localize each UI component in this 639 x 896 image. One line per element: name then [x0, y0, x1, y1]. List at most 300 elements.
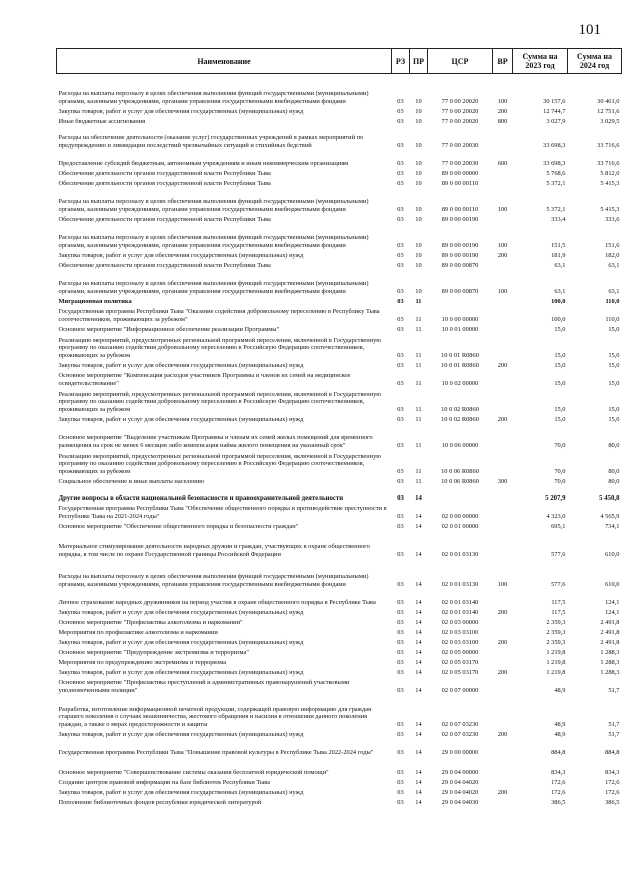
cell-pr: 14	[415, 720, 422, 728]
cell-vr: 200	[497, 251, 508, 259]
cell-vr	[493, 678, 513, 696]
cell-pr: 11	[415, 297, 422, 305]
cell-name: Закупка товаров, работ и услуг для обеспечения государственных (муниципальных) нужд	[58, 251, 304, 259]
cell-rz: 03	[397, 618, 404, 626]
cell-rz: 03	[397, 315, 404, 323]
table-row	[57, 74, 622, 107]
cell-rz: 03	[397, 287, 404, 295]
cell-name: Создание центров правовой информации на базе библиотек Республики Тыва	[58, 778, 271, 786]
cell-sum-2024: 610,0	[605, 550, 620, 558]
table-row	[57, 189, 622, 215]
table-row	[57, 415, 622, 425]
cell-pr: 10	[415, 97, 422, 105]
cell-rz: 03	[397, 648, 404, 656]
cell-vr	[493, 127, 513, 151]
cell-pr: 14	[415, 648, 422, 656]
cell-vr: 200	[497, 608, 508, 616]
cell-rz: 03	[397, 415, 404, 423]
cell-sum-2024: 80,0	[608, 441, 620, 449]
cell-sum-2023: 70,0	[554, 467, 566, 475]
cell-vr	[493, 389, 513, 415]
cell-sum-2023: 3 027,9	[546, 117, 566, 125]
cell-pr: 11	[415, 441, 422, 449]
cell-sum-2024: 734,1	[605, 522, 620, 530]
table-row	[57, 271, 622, 297]
cell-sum-2023: 12 744,7	[543, 107, 566, 115]
cell-sum-2023: 172,6	[551, 778, 566, 786]
cell-pr: 14	[415, 628, 422, 636]
cell-sum-2023: 15,0	[554, 361, 566, 369]
cell-rz: 03	[397, 638, 404, 646]
page-number: 101	[578, 22, 601, 38]
cell-sum-2024: 333,6	[605, 215, 620, 223]
cell-sum-2023: 172,6	[551, 788, 566, 796]
cell-vr	[493, 798, 513, 808]
cell-vr: 100	[497, 205, 508, 213]
cell-sum-2024: 172,6	[605, 778, 620, 786]
table-row	[57, 487, 622, 504]
cell-rz: 03	[397, 798, 404, 806]
cell-csr: 10 0 06 00000	[441, 441, 479, 449]
cell-name: Закупка товаров, работ и услуг для обеспечения государственных (муниципальных) нужд	[58, 107, 304, 115]
cell-pr: 14	[415, 686, 422, 694]
cell-rz: 03	[397, 686, 404, 694]
cell-sum-2024: 151,6	[605, 241, 620, 249]
cell-name: Обеспечение деятельности органов государственной власти Республики Тыва	[58, 179, 271, 187]
cell-csr: 77 0 00 20020	[441, 117, 479, 125]
header-csr: ЦСР	[428, 49, 493, 74]
cell-pr: 14	[415, 638, 422, 646]
cell-csr: 02 0 03 00000	[441, 618, 479, 626]
cell-csr: 02 0 03 03100	[441, 638, 479, 646]
cell-csr: 02 0 05 00000	[441, 648, 479, 656]
cell-pr: 14	[415, 730, 422, 738]
cell-sum-2024: 5 415,3	[600, 179, 620, 187]
cell-csr: 10 0 01 00000	[441, 325, 479, 333]
cell-vr: 200	[497, 415, 508, 423]
cell-sum-2024: 30 461,0	[597, 97, 620, 105]
cell-pr: 10	[415, 241, 422, 249]
cell-csr: 89 0 00 00190	[441, 241, 479, 249]
cell-pr: 11	[415, 361, 422, 369]
table-row	[57, 778, 622, 788]
cell-sum-2024: 15,0	[608, 379, 620, 387]
table-row	[57, 798, 622, 808]
table-row	[57, 325, 622, 335]
table-row	[57, 678, 622, 696]
cell-sum-2024: 834,3	[605, 768, 620, 776]
cell-rz: 03	[397, 467, 404, 475]
cell-sum-2024: 2 491,8	[600, 628, 620, 636]
cell-csr: 89 0 00 00000	[441, 169, 479, 177]
cell-rz: 03	[397, 477, 404, 485]
cell-sum-2024: 2 491,8	[600, 618, 620, 626]
cell-csr: 29 0 04 04030	[441, 798, 479, 806]
cell-sum-2024: 63,1	[608, 287, 620, 295]
cell-sum-2024: 15,0	[608, 361, 620, 369]
cell-name: Другие вопросы в области национальной безопасности и правоохранительной деятельности	[58, 494, 344, 502]
cell-sum-2023: 1 219,8	[546, 668, 566, 676]
cell-name: Социальное обеспечение и иные выплаты населению	[58, 477, 205, 485]
cell-csr: 89 0 00 00110	[441, 205, 479, 213]
cell-sum-2023: 386,5	[551, 798, 566, 806]
cell-pr: 14	[415, 658, 422, 666]
cell-sum-2023: 1 219,8	[546, 648, 566, 656]
cell-sum-2023: 834,3	[551, 768, 566, 776]
cell-csr: 02 0 01 00000	[441, 522, 479, 530]
cell-pr: 11	[415, 351, 422, 359]
cell-vr	[493, 648, 513, 658]
cell-name: Закупка товаров, работ и услуг для обеспечения государственных (муниципальных) нужд	[58, 788, 304, 796]
cell-csr: 02 0 05 03170	[441, 658, 479, 666]
cell-vr	[493, 522, 513, 532]
cell-sum-2023: 333,4	[551, 215, 566, 223]
cell-sum-2023: 1 219,8	[546, 658, 566, 666]
cell-vr	[493, 425, 513, 451]
cell-sum-2023: 2 359,3	[546, 638, 566, 646]
cell-vr	[493, 504, 513, 522]
cell-name: Расходы на обеспечение деятельности (оказание услуг) государственных учреждений в рамках мероприятий по предупреждению и ликвидации последствий чрезвычайных ситуаций и стихийных бедствий	[58, 134, 364, 149]
table-row	[57, 127, 622, 151]
cell-pr: 14	[415, 788, 422, 796]
cell-vr	[493, 169, 513, 179]
cell-sum-2024: 33 716,6	[597, 159, 620, 167]
table-row	[57, 169, 622, 179]
cell-sum-2023: 5 207,9	[545, 494, 566, 502]
table-row	[57, 696, 622, 730]
cell-rz: 03	[397, 325, 404, 333]
cell-rz: 03	[397, 241, 404, 249]
cell-vr: 100	[497, 241, 508, 249]
cell-name: Личное страхование народных дружинников на период участия в охране общественного порядка в Республике Тыва	[58, 598, 376, 606]
cell-name: Основное мероприятие "Совершенствование системы оказания бесплатной юридической помощи"	[58, 768, 329, 776]
table-row	[57, 532, 622, 560]
cell-sum-2023: 48,9	[554, 686, 566, 694]
cell-rz: 03	[397, 141, 404, 149]
cell-csr: 02 0 07 03230	[441, 730, 479, 738]
cell-vr	[493, 487, 513, 504]
cell-name: Обеспечение деятельности органов государственной власти Республики Тыва	[58, 169, 271, 177]
cell-name: Мероприятия по предупреждению экстремизма и терроризма	[58, 658, 227, 666]
cell-name: Мероприятия по профилактике алкоголизма и наркомании	[58, 628, 218, 636]
cell-sum-2023: 30 157,6	[543, 97, 566, 105]
cell-sum-2023: 181,9	[551, 251, 566, 259]
cell-csr: 10 0 01 R0860	[441, 361, 479, 369]
cell-sum-2024: 80,0	[608, 467, 620, 475]
cell-csr: 29 0 04 04020	[441, 788, 479, 796]
table-row	[57, 297, 622, 307]
cell-csr: 29 0 00 00000	[441, 748, 479, 756]
cell-sum-2024: 5 812,0	[600, 169, 620, 177]
table-row	[57, 107, 622, 117]
table-row	[57, 788, 622, 798]
cell-sum-2023: 15,0	[554, 379, 566, 387]
cell-sum-2023: 5 372,1	[546, 205, 566, 213]
cell-csr: 10 0 06 R0860	[441, 467, 479, 475]
cell-csr: 89 0 00 00190	[441, 251, 479, 259]
cell-rz: 03	[397, 628, 404, 636]
cell-csr	[428, 487, 493, 504]
table-row	[57, 215, 622, 225]
table-row	[57, 628, 622, 638]
table-row	[57, 668, 622, 678]
cell-name: Иные бюджетные ассигнования	[58, 117, 146, 125]
cell-sum-2024: 124,1	[605, 598, 620, 606]
cell-sum-2024: 63,1	[608, 261, 620, 269]
cell-name: Основное мероприятие "Информационное обеспечение реализации Программы"	[58, 325, 280, 333]
cell-vr: 600	[497, 159, 508, 167]
cell-rz: 03	[397, 351, 404, 359]
cell-pr: 14	[415, 668, 422, 676]
cell-sum-2024: 5 450,8	[599, 494, 620, 502]
cell-pr: 14	[415, 512, 422, 520]
cell-sum-2023: 151,5	[551, 241, 566, 249]
table-row	[57, 261, 622, 271]
cell-name: Основное мероприятие "Профилактика преступлений и административных правонарушений участковыми уполномоченными полиции"	[58, 679, 350, 694]
cell-sum-2024: 172,6	[605, 788, 620, 796]
table-row	[57, 335, 622, 361]
cell-name: Закупка товаров, работ и услуг для обеспечения государственных (муниципальных) нужд	[58, 638, 304, 646]
cell-sum-2024: 51,7	[608, 720, 620, 728]
cell-csr: 77 0 00 20020	[441, 107, 479, 115]
cell-name: Основное мероприятие "Компенсация расходов участников Программы и членов их семей на медицинское освидетельствование"	[58, 372, 351, 387]
cell-sum-2023: 70,0	[554, 477, 566, 485]
cell-pr: 10	[415, 117, 422, 125]
cell-name: Обеспечение деятельности органов государственной власти Республики Тыва	[58, 261, 271, 269]
cell-csr: 10 0 06 R0860	[441, 477, 479, 485]
table-row	[57, 371, 622, 389]
cell-csr: 10 0 02 00000	[441, 379, 479, 387]
cell-name: Реализацию мероприятий, предусмотренных региональной программой переселения, включенной в Государственную программу по оказанию содействия добровольному переселению в Российскую Федерацию соотечественников, проживающих за рубежом	[58, 390, 382, 413]
cell-pr: 10	[415, 179, 422, 187]
cell-vr: 100	[497, 287, 508, 295]
table-row	[57, 307, 622, 325]
cell-pr: 10	[415, 287, 422, 295]
table-row	[57, 618, 622, 628]
table-row	[57, 608, 622, 618]
cell-sum-2024: 51,7	[608, 686, 620, 694]
cell-name: Миграционная политика	[58, 297, 132, 305]
cell-sum-2023: 15,0	[554, 415, 566, 423]
cell-csr: 02 0 01 03130	[441, 550, 479, 558]
cell-sum-2023: 63,1	[554, 287, 566, 295]
cell-pr: 10	[415, 159, 422, 167]
cell-vr	[493, 618, 513, 628]
table-row	[57, 504, 622, 522]
cell-vr	[493, 335, 513, 361]
cell-name: Закупка товаров, работ и услуг для обеспечения государственных (муниципальных) нужд	[58, 668, 304, 676]
table-row	[57, 590, 622, 608]
cell-vr	[493, 740, 513, 758]
cell-sum-2023: 63,1	[554, 261, 566, 269]
cell-csr: 10 0 00 00000	[441, 315, 479, 323]
cell-sum-2024: 884,8	[605, 748, 620, 756]
table-row	[57, 425, 622, 451]
cell-sum-2023: 100,0	[551, 297, 566, 305]
table-row	[57, 740, 622, 758]
cell-csr: 89 0 00 00190	[441, 215, 479, 223]
cell-csr: 10 0 02 R0860	[441, 405, 479, 413]
cell-rz: 03	[397, 361, 404, 369]
cell-sum-2024: 1 288,3	[600, 658, 620, 666]
cell-vr	[493, 325, 513, 335]
cell-vr	[493, 590, 513, 608]
cell-name: Реализацию мероприятий, предусмотренных региональной программой переселения, включенной в Государственную программу по оказанию содействия добровольному переселению в Российскую Федерацию соотечественников, проживающих за рубежом	[58, 336, 382, 359]
cell-sum-2024: 15,0	[608, 405, 620, 413]
cell-vr	[493, 696, 513, 730]
cell-csr: 02 0 05 03170	[441, 668, 479, 676]
cell-pr: 11	[415, 477, 422, 485]
cell-name: Обеспечение деятельности органов государственной власти Республики Тыва	[58, 215, 271, 223]
cell-rz: 03	[397, 512, 404, 520]
cell-rz: 03	[397, 159, 404, 167]
cell-sum-2024: 12 751,6	[597, 107, 620, 115]
cell-csr: 10 0 02 R0860	[441, 415, 479, 423]
header-sum-2023: Сумма на 2023 год	[513, 49, 568, 74]
header-sum-2024: Сумма на 2024 год	[568, 49, 622, 74]
cell-name: Закупка товаров, работ и услуг для обеспечения государственных (муниципальных) нужд	[58, 415, 304, 423]
cell-rz: 03	[397, 720, 404, 728]
cell-rz: 03	[397, 169, 404, 177]
cell-pr: 14	[415, 608, 422, 616]
cell-sum-2024: 80,0	[608, 477, 620, 485]
cell-name: Расходы на выплаты персоналу в целях обеспечения выполнения функций государственными (муниципальными) органами, казенными учреждениями, органами управления государственными внебюджетными фондами	[58, 280, 369, 295]
cell-sum-2023: 100,0	[551, 315, 566, 323]
cell-rz: 03	[397, 494, 404, 502]
cell-sum-2024: 15,0	[608, 415, 620, 423]
header-name: Наименование	[57, 49, 392, 74]
cell-rz: 03	[397, 405, 404, 413]
cell-rz: 03	[397, 251, 404, 259]
cell-pr: 11	[415, 315, 422, 323]
table-row	[57, 658, 622, 668]
cell-sum-2024: 51,7	[608, 730, 620, 738]
cell-sum-2024: 3 029,5	[600, 117, 620, 125]
cell-sum-2024: 1 288,3	[600, 668, 620, 676]
cell-sum-2023: 15,0	[554, 351, 566, 359]
cell-rz: 03	[397, 550, 404, 558]
cell-sum-2024: 5 415,3	[600, 205, 620, 213]
cell-name: Расходы на выплаты персоналу в целях обеспечения выполнения функций государственными (муниципальными) органами, казенными учреждениями, органами управления государственными внебюджетными фондами	[58, 573, 369, 588]
table-row	[57, 522, 622, 532]
cell-pr: 10	[415, 261, 422, 269]
cell-vr: 800	[497, 117, 508, 125]
cell-csr: 29 0 04 04020	[441, 778, 479, 786]
cell-pr: 11	[415, 325, 422, 333]
table-row	[57, 451, 622, 477]
cell-rz: 03	[397, 179, 404, 187]
cell-sum-2023: 884,8	[551, 748, 566, 756]
cell-name: Расходы на выплаты персоналу в целях обеспечения выполнения функций государственными (муниципальными) органами, казенными учреждениями, органами управления государственными внебюджетными фондами	[58, 198, 369, 213]
cell-pr: 11	[415, 415, 422, 423]
cell-rz: 03	[397, 658, 404, 666]
cell-sum-2023: 15,0	[554, 405, 566, 413]
cell-sum-2023: 48,9	[554, 720, 566, 728]
header-pr: ПР	[410, 49, 428, 74]
cell-sum-2023: 48,9	[554, 730, 566, 738]
cell-sum-2023: 695,1	[551, 522, 566, 530]
cell-vr	[493, 658, 513, 668]
cell-vr: 200	[497, 730, 508, 738]
cell-name: Расходы на выплаты персоналу в целях обеспечения выполнения функций государственными (муниципальными) органами, казенными учреждениями, органами управления государственными внебюджетными фондами	[58, 234, 369, 249]
cell-csr: 77 0 00 20030	[441, 141, 479, 149]
cell-sum-2024: 1 288,3	[600, 648, 620, 656]
cell-sum-2024: 4 565,9	[600, 512, 620, 520]
cell-csr: 77 0 00 20030	[441, 159, 479, 167]
cell-csr: 89 0 00 00870	[441, 287, 479, 295]
cell-name: Предоставление субсидий бюджетным, автономным учреждениям и иным некоммерческим организациям	[58, 159, 349, 167]
cell-rz: 03	[397, 778, 404, 786]
cell-sum-2024: 386,5	[605, 798, 620, 806]
cell-sum-2023: 117,5	[551, 598, 566, 606]
cell-name: Государственная программа Республики Тыва "Оказание содействия добровольному переселению в Республику Тыва соотечественников, проживающих за рубежом"	[58, 308, 380, 323]
cell-sum-2023: 577,6	[551, 550, 566, 558]
table-row	[57, 638, 622, 648]
cell-vr	[493, 778, 513, 788]
cell-csr: 02 0 01 03140	[441, 608, 479, 616]
cell-pr: 14	[415, 618, 422, 626]
table-body	[57, 74, 622, 808]
cell-csr: 89 0 00 00870	[441, 261, 479, 269]
cell-rz: 03	[397, 598, 404, 606]
cell-sum-2023: 5 372,1	[546, 179, 566, 187]
table-row	[57, 179, 622, 189]
table-row	[57, 117, 622, 127]
cell-rz: 03	[397, 768, 404, 776]
cell-name: Основное мероприятие "Профилактика алкоголизма и наркомании"	[58, 618, 243, 626]
table-row	[57, 251, 622, 261]
cell-pr: 14	[415, 598, 422, 606]
header-vr: ВР	[493, 49, 513, 74]
cell-sum-2024: 110,0	[605, 297, 620, 305]
cell-csr: 29 0 04 00000	[441, 768, 479, 776]
cell-sum-2024: 15,0	[608, 325, 620, 333]
cell-vr: 100	[497, 580, 508, 588]
cell-pr: 10	[415, 215, 422, 223]
cell-sum-2024: 15,0	[608, 351, 620, 359]
cell-vr	[493, 628, 513, 638]
cell-vr: 200	[497, 638, 508, 646]
cell-vr	[493, 532, 513, 560]
cell-rz: 03	[397, 97, 404, 105]
budget-table	[56, 48, 622, 808]
cell-vr	[493, 451, 513, 477]
cell-rz: 03	[397, 261, 404, 269]
cell-pr: 14	[415, 580, 422, 588]
cell-sum-2024: 110,0	[605, 315, 620, 323]
cell-csr	[428, 297, 493, 307]
cell-csr: 10 0 01 R0860	[441, 351, 479, 359]
cell-rz: 03	[397, 668, 404, 676]
cell-name: Закупка товаров, работ и услуг для обеспечения государственных (муниципальных) нужд	[58, 730, 304, 738]
cell-vr: 200	[497, 668, 508, 676]
cell-csr: 02 0 07 00000	[441, 686, 479, 694]
cell-sum-2023: 2 359,3	[546, 628, 566, 636]
cell-csr: 02 0 07 03230	[441, 720, 479, 728]
table-row	[57, 730, 622, 740]
cell-name: Основное мероприятие "Обеспечение общественного порядка и безопасности граждан"	[58, 522, 299, 530]
cell-pr: 11	[415, 379, 422, 387]
cell-csr: 02 0 01 03140	[441, 598, 479, 606]
cell-pr: 14	[415, 778, 422, 786]
cell-name: Материальное стимулирование деятельности народных дружин и граждан, участвующих в охране общественного порядка, в том числе по охране Государственной границы Российской Федерации	[58, 543, 370, 558]
cell-sum-2023: 577,6	[551, 580, 566, 588]
cell-name: Пополнение библиотечных фондов республики юридической литературой	[58, 798, 262, 806]
cell-vr	[493, 261, 513, 271]
cell-sum-2023: 33 698,3	[543, 159, 566, 167]
cell-sum-2023: 70,0	[554, 441, 566, 449]
cell-pr: 14	[415, 768, 422, 776]
